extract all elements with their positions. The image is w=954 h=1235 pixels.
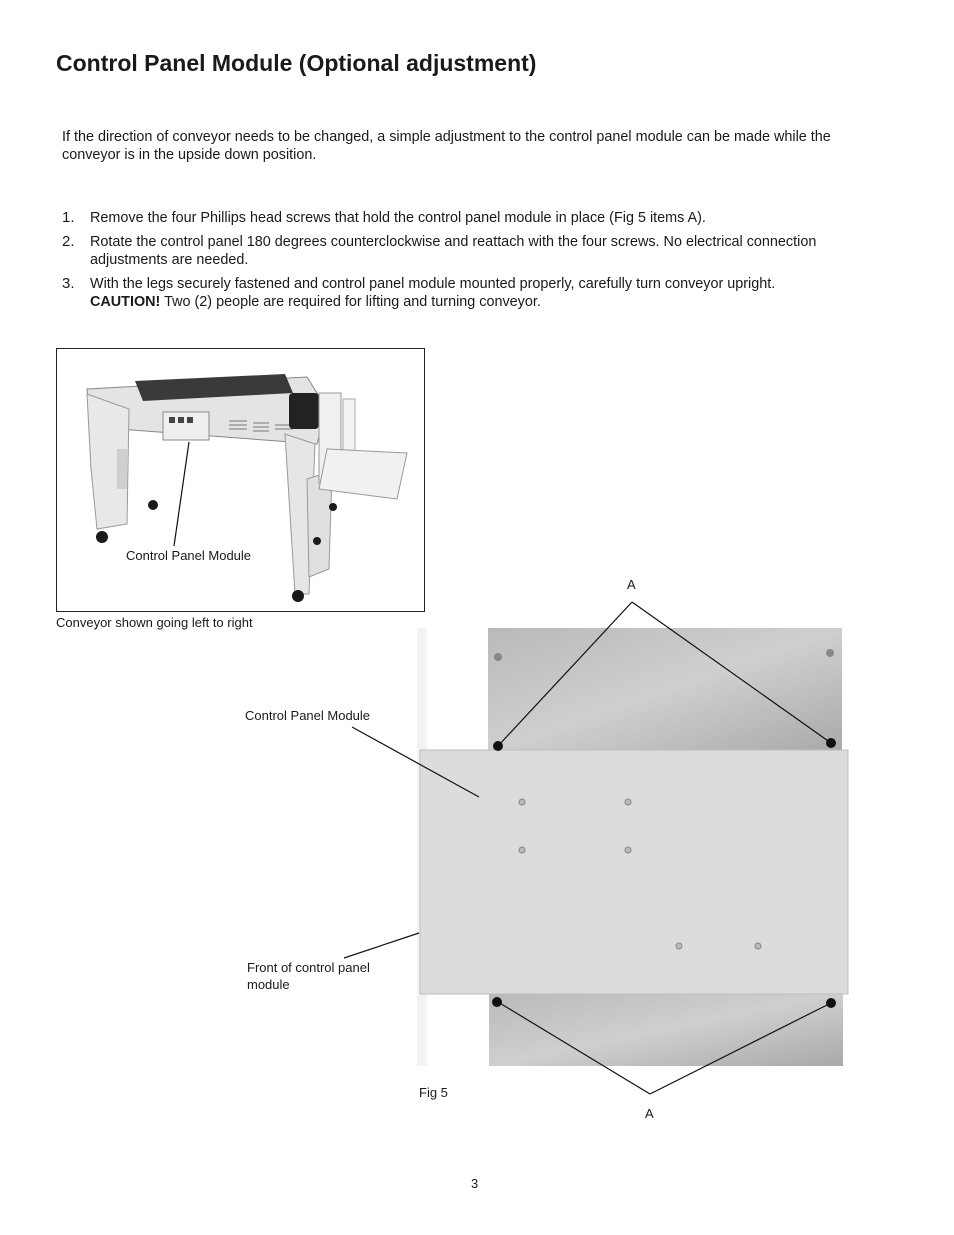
item-a-top-label: A bbox=[627, 577, 636, 592]
step-number: 1. bbox=[62, 209, 75, 226]
fig5-module-label: Control Panel Module bbox=[245, 708, 371, 723]
step-text: With the legs securely fastened and control panel module mounted properly, carefully turn conveyor upright. bbox=[90, 276, 776, 292]
intro-paragraph: If the direction of conveyor needs to be changed, a simple adjustment to the control panel module can be made while the conveyor is in the upside down position. bbox=[62, 129, 831, 163]
fig5-front-label: Front of control panel module bbox=[247, 960, 370, 992]
fig5-caption: Fig 5 bbox=[419, 1085, 448, 1100]
control-panel-module-label: Control Panel Module bbox=[126, 548, 252, 563]
step-text: Rotate the control panel 180 degrees counterclockwise and reattach with the four screws. No electrical connection adjustments are needed. bbox=[90, 234, 817, 268]
page-number: 3 bbox=[471, 1176, 479, 1191]
step-number: 3. bbox=[62, 275, 75, 292]
figure-1-caption: Conveyor shown going left to right bbox=[56, 615, 253, 630]
caution-text: Two (2) people are required for lifting and turning conveyor. bbox=[160, 294, 541, 310]
page-title: Control Panel Module (Optional adjustment) bbox=[56, 50, 537, 76]
step-number: 2. bbox=[62, 233, 75, 250]
step-text: Remove the four Phillips head screws that hold the control panel module in place (Fig 5 items A). bbox=[90, 210, 706, 226]
item-a-bottom-label: A bbox=[645, 1106, 654, 1121]
caution-label: CAUTION! bbox=[90, 294, 161, 310]
